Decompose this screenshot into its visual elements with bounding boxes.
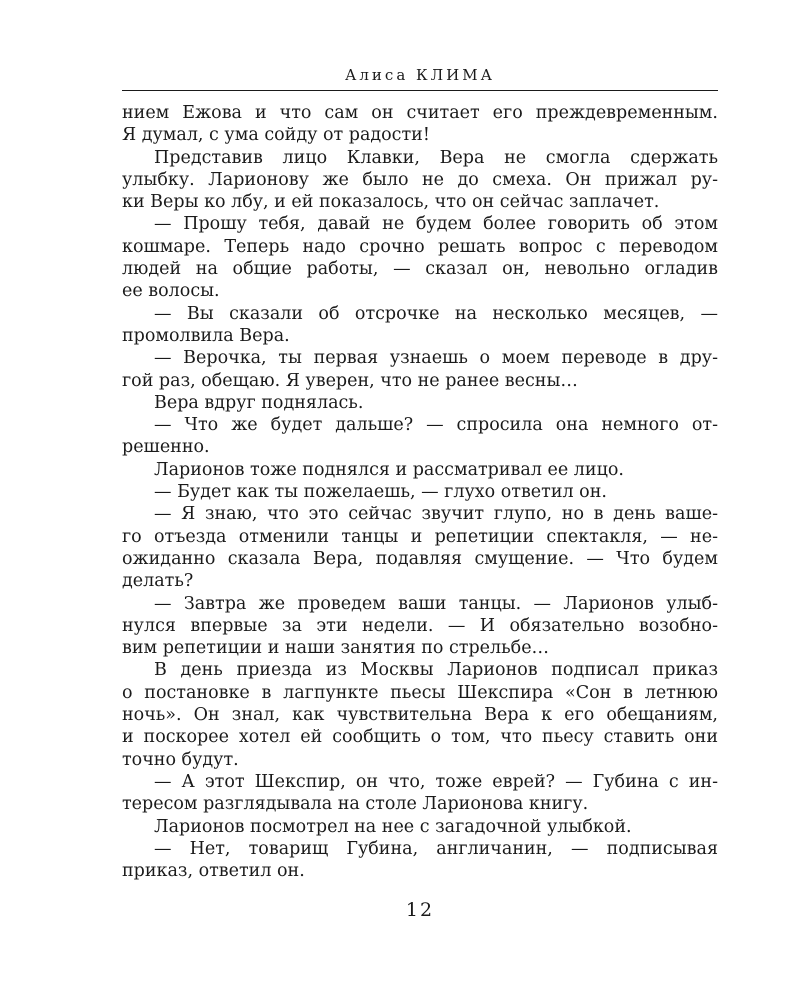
text-line: Ларионов тоже поднялся и рассматривал ее лицо. bbox=[154, 459, 624, 480]
text-line: — Верочка, ты первая узнаешь о моем переводе в дру- bbox=[154, 348, 718, 369]
text-line: делать? bbox=[122, 571, 194, 592]
text-line: — Что же будет дальше? — спросила она немного от- bbox=[154, 415, 718, 436]
text-line: о постановке в лагпункте пьесы Шекспира «Сон в летнюю bbox=[122, 682, 718, 703]
text-line: Представив лицо Клавки, Вера не смогла сдержать bbox=[154, 147, 718, 168]
text-line: гой раз, обещаю. Я уверен, что не ранее весны… bbox=[122, 370, 578, 391]
text-line: нием Ежова и что сам он считает его преждевременным. bbox=[122, 103, 718, 123]
page-body bbox=[122, 102, 718, 882]
text-line: и поскорее хотел ей сообщить о том, что пьесу ставить они bbox=[122, 727, 718, 748]
text-line: Вера вдруг поднялась. bbox=[154, 392, 364, 413]
text-line: — Нет, товарищ Губина, англичанин, — подписывая bbox=[154, 838, 718, 859]
text-line: — Завтра же проведем ваши танцы. — Ларионов улыб- bbox=[154, 593, 718, 614]
text-line: нулся впервые за эти недели. — И обязательно возобно- bbox=[122, 615, 718, 636]
text-line: ночь». Он знал, как чувствительна Вера к его обещаниям, bbox=[122, 705, 718, 726]
text-line: го отъезда отменили танцы и репетиции спектакля, — не- bbox=[122, 526, 718, 547]
running-head: Алиса КЛИМА bbox=[345, 66, 495, 84]
text-line: людей на общие работы, — сказал он, невольно огладив bbox=[122, 259, 718, 280]
text-line: Я думал, с ума сойду от радости! bbox=[122, 125, 430, 146]
text-line: тересом разглядывала на столе Ларионова книгу. bbox=[122, 794, 589, 815]
text-line: — Я знаю, что это сейчас звучит глупо, но в день ваше- bbox=[154, 504, 718, 525]
text-line: ки Веры ко лбу, и ей показалось, что он сейчас заплачет. bbox=[122, 192, 660, 213]
text-line: — Вы сказали об отсрочке на несколько месяцев, — bbox=[154, 303, 718, 324]
page-number: 12 bbox=[405, 899, 435, 921]
text-line: ожиданно сказала Вера, подавляя смущение. — Что будем bbox=[122, 548, 718, 569]
text-line: — Будет как ты пожелаешь, — глухо ответил он. bbox=[154, 482, 607, 503]
text-line: ее волосы. bbox=[122, 281, 220, 302]
text-line: вим репетиции и наши занятия по стрельбе… bbox=[122, 638, 550, 659]
text-line: — А этот Шекспир, он что, тоже еврей? — Губина с ин- bbox=[154, 771, 718, 792]
header-rule bbox=[122, 90, 718, 91]
text-line: кошмаре. Теперь надо срочно решать вопрос с переводом bbox=[122, 236, 718, 257]
text-line: точно будут. bbox=[122, 749, 239, 770]
text-line: промолвила Вера. bbox=[122, 325, 290, 346]
text-line: В день приезда из Москвы Ларионов подписал приказ bbox=[154, 660, 718, 681]
text-line: приказ, ответил он. bbox=[122, 861, 305, 882]
text-line: улыбку. Ларионову же было не до смеха. Он прижал ру- bbox=[122, 169, 718, 190]
text-line: Ларионов посмотрел на нее с загадочной улыбкой. bbox=[154, 816, 632, 837]
text-line: — Прошу тебя, давай не будем более говорить об этом bbox=[154, 214, 718, 235]
text-line: решенно. bbox=[122, 437, 210, 458]
